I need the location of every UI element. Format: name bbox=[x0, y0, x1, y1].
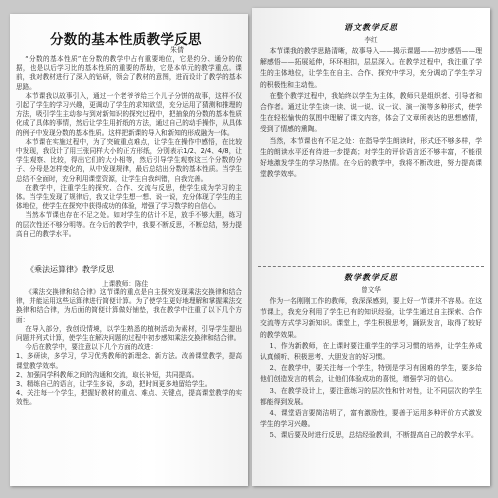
paragraph: 在整个教学过程中，我始终以学生为主体，教师只是组织者、引导者和合作者。通过让学生读一读、说一说、议一议、演一演等多种形式，使学生在轻松愉快的氛围中理解了课文内容，体会了文章所表达的思想感情，受到了情感的熏陶。 bbox=[260, 91, 482, 134]
document-author: 朱倩 bbox=[170, 46, 184, 54]
section-header: 数学教学反思 bbox=[344, 272, 398, 282]
paragraph: 3、在教学设计上，要注意练习的层次性和针对性，让不同层次的学生都能得到发展。 bbox=[260, 386, 482, 406]
paragraph: 1、作为新教师，在上课时要注重学生的学习习惯的培养，让学生养成认真倾听、积极思考、大胆发言的好习惯。 bbox=[260, 341, 482, 362]
list-item: 1、多研读，多学习，学习优秀教师的新理念、新方法。改善课堂教学，提高课堂教学效率。 bbox=[16, 352, 242, 370]
second-document-title: 《乘法运算律》教学反思 bbox=[26, 265, 114, 274]
paragraph: 本节课我以故事引入，通过一个老爷爷给三个儿子分饼的故事，这样不仅引起了学生的学习兴趣，更调动了学生的求知欲望，充分运用了猜测和推理的方法，吸引学生主动参与到对新知识的探究过程中，把抽象的分数的基本性质化成了具体的事情，然后让学生用折纸的方法，通过自己的动手操作，从具体的例子中发现分数的基本性质。这样把新课的导入和新知的形成融为一体。 bbox=[16, 91, 242, 137]
paragraph: 2、在教学中，要关注每一个学生，特别是学习有困难的学生，要多给他们创造发言的机会，让他们体验成功的喜悦，增强学习的信心。 bbox=[260, 364, 482, 384]
paragraph: 当然，本节课也有不足之处：在指导学生朗读时，形式还不够多样，学生的朗读水平还有待进一步提高；对学生的评价语言还不够丰富，不能很好地激发学生的学习热情。在今后的教学中，我将不断改进，努力提高课堂教学效率。 bbox=[260, 136, 482, 179]
paragraph: 今后在教学中，要注意以下几个方面的改进： bbox=[25, 343, 158, 352]
list-item: 4、关注每一个学生，把握好教材的重点、难点、关键点，提高课堂教学的实效性。 bbox=[16, 389, 242, 407]
section-divider bbox=[258, 266, 484, 267]
second-document-body bbox=[16, 288, 242, 408]
document-title: 分数的基本性质教学反思 bbox=[50, 32, 202, 48]
paragraph: “分数的基本性质”在分数的教学中占有重要地位，它是约分、通分的依据，也是以后学习比的基本性质的重要的帮助，它是本单元的教学重点。课前，我对教材进行了深入的钻研，领会了教材的意图，进而设计了教学的基本思路。 bbox=[16, 55, 242, 91]
section-byline: 李红 bbox=[364, 36, 378, 44]
list-item: 2、加强同学科教师之间的沟通和交流，取长补短，共同提高。 bbox=[16, 370, 199, 379]
right-document-page bbox=[252, 8, 490, 486]
paragraph: 本节课我的教学思路清晰，故事导入——揭示课题——初步感悟——理解感悟——拓展延伸，环环相扣，层层深入。在教学过程中，我注重了学生的主体地位，让学生在自主、合作、探究中学习，充分调动了学生学习的积极性和主动性。 bbox=[260, 47, 482, 89]
paragraph: 本节课在实施过程中，为了突破重点难点，让学生在操作中感悟，在比较中发现，我设计了用三张同样大小的正方形纸，分别表示1/2、2/4、4/8，让学生观察、比较，得出它们的大小相等，然后引导学生观察这三个分数的分子、分母是怎样变化的，从中发现规律，最后总结出分数的基本性质。当学生总结不全面时，充分利用课堂资源，让学生自我纠错，自我完善。 bbox=[16, 137, 242, 183]
section-byline: 曾文华 bbox=[361, 286, 381, 294]
paragraph: 4、课堂语言要简洁明了，富有激励性，要善于运用多种评价方式激发学生的学习兴趣。 bbox=[260, 409, 482, 429]
second-document-byline: 上课教师：陈佳 bbox=[102, 280, 149, 288]
section-body bbox=[260, 296, 482, 442]
paragraph: 当然本节课也存在不足之处。如对学生的估计不足，放手不够大胆，练习的层次性还不够分明等。在今后的教学中，我要不断反思，不断总结，努力提高自己的教学水平。 bbox=[16, 211, 242, 238]
section-header: 语文教学反思 bbox=[344, 22, 398, 32]
paragraph: 《乘法交换律和结合律》这节课的重点是自主探究发现乘法交换律和结合律，并能运用这些运算律进行简便计算。为了使学生更好地理解和掌握乘法交换律和结合律，为后面的简便计算做好铺垫，我在教学中注重了以下几个方面： bbox=[16, 288, 242, 324]
paragraph: 5、课后要及时进行反思，总结经验教训，不断提高自己的教学水平。 bbox=[269, 431, 478, 440]
left-document-page bbox=[10, 14, 248, 486]
paragraph: 作为一名刚刚工作的教师，我深深感到，要上好一节课并不容易。在这节课上，我充分利用了学生已有的知识经验，让学生通过自主探索、合作交流等方式学习新知识。课堂上，学生积极思考，踊跃发言，取得了较好的教学效果。 bbox=[260, 297, 482, 339]
section-body bbox=[260, 46, 482, 180]
list-item: 3、精练自己的语言，让学生多说，多动，把时间更多地留给学生。 bbox=[16, 380, 212, 389]
document-body bbox=[16, 55, 242, 239]
paragraph: 在教学中，注重学生的探究、合作、交流与反思，使学生成为学习的主体。当学生发现了规律后，我又让学生想一想、说一说，充分体现了学生的主体地位，使学生在探究中获得成功的体验，增强了学习数学的自信心。 bbox=[16, 183, 242, 211]
paragraph: 在导入部分，我创设情境，以学生熟悉的植树活动为素材，引导学生提出问题并列式计算，使学生在解决问题的过程中初步感知乘法交换律和结合律。 bbox=[16, 324, 242, 343]
